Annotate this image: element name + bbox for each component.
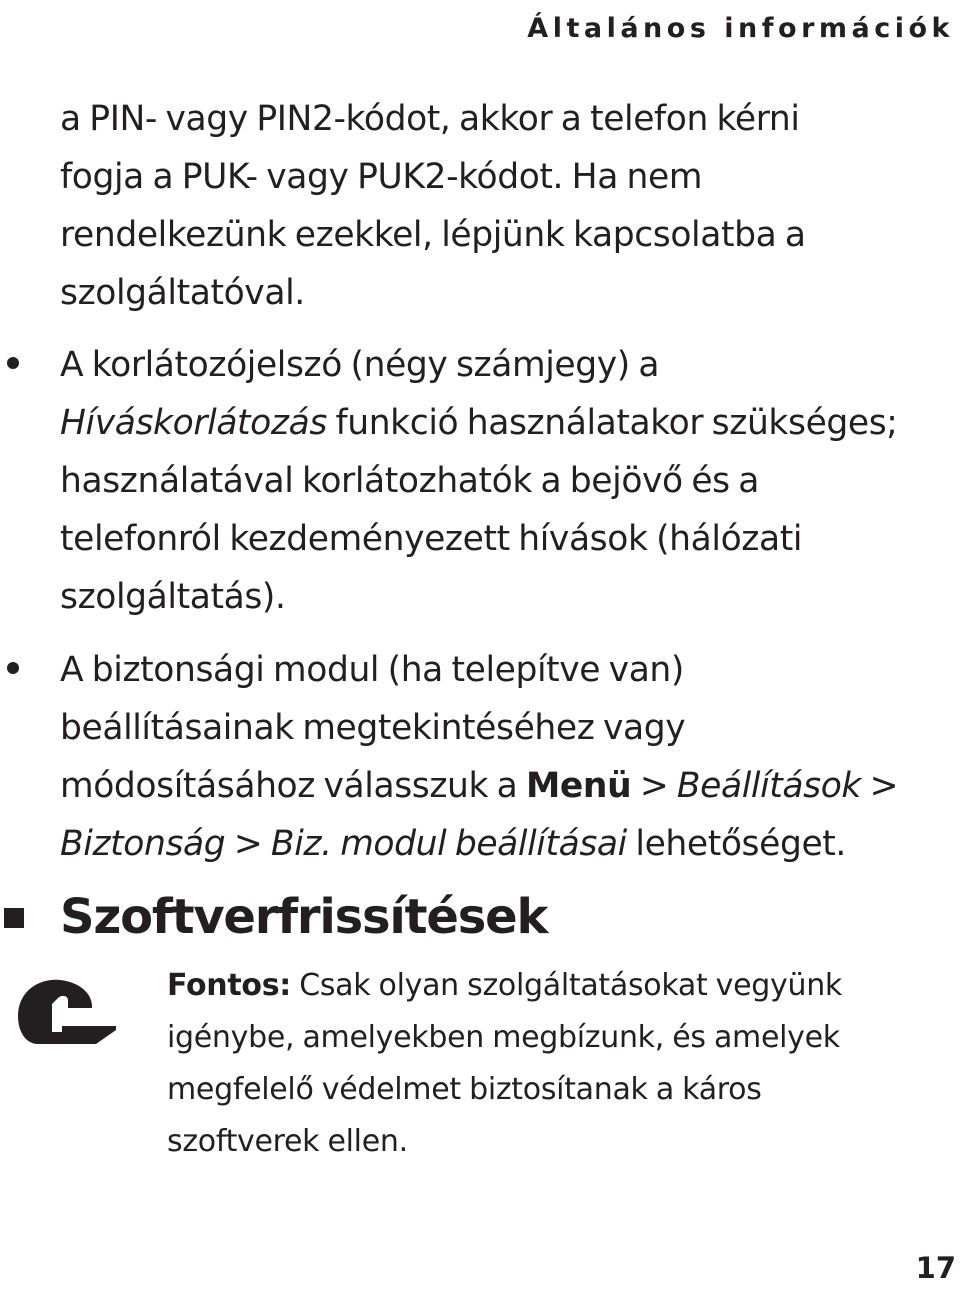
bullet-text: módosításához válasszuk a xyxy=(60,766,526,806)
path-separator: > xyxy=(631,766,677,806)
note-line: igénybe, amelyekben megbízunk, és amelyek xyxy=(167,1020,840,1055)
bullet-dot xyxy=(7,662,19,674)
bullet-line: beállításainak megtekintéséhez vagy xyxy=(60,708,686,748)
module-settings-label: Biz. modul beállításai xyxy=(270,824,627,864)
bullet-line: A biztonsági modul (ha telepítve van) xyxy=(60,650,684,690)
bullet-line xyxy=(60,815,898,873)
note-text: Csak olyan szolgáltatásokat vegyünk xyxy=(290,968,842,1003)
bullet-dot xyxy=(7,357,19,369)
section-heading: Szoftverfrissítések xyxy=(60,889,548,945)
path-separator: > xyxy=(225,824,271,864)
note-line: szoftverek ellen. xyxy=(167,1124,408,1159)
bullet-line xyxy=(60,757,898,815)
intro-line: fogja a PUK- vagy PUK2-kódot. Ha nem xyxy=(60,157,703,197)
bullet-line: telefonról kezdeményezett hívások (hálózati xyxy=(60,519,803,559)
bullet-text: lehetőséget. xyxy=(626,824,846,864)
pointing-hand-icon xyxy=(12,970,122,1050)
note-line: megfelelő védelmet biztosítanak a káros xyxy=(167,1072,762,1107)
intro-paragraph xyxy=(60,90,806,322)
intro-line: rendelkezünk ezekkel, lépjünk kapcsolatba a xyxy=(60,215,806,255)
intro-line: szolgáltatóval. xyxy=(60,273,305,313)
intro-line: a PIN- vagy PIN2-kódot, akkor a telefon kérni xyxy=(60,99,800,139)
bullet-line: használatával korlátozhatók a bejövő és a xyxy=(60,461,760,501)
page-number: 17 xyxy=(915,1251,956,1285)
call-barring-term: Híváskorlátozás xyxy=(60,403,327,443)
bullet-line: szolgáltatás). xyxy=(60,577,286,617)
note-label: Fontos: xyxy=(167,968,291,1003)
path-separator: > xyxy=(861,766,899,806)
bullet-item-call-barring xyxy=(60,336,898,626)
settings-label: Beállítások xyxy=(676,766,862,806)
bullet-line: A korlátozójelszó (négy számjegy) a xyxy=(60,345,660,385)
bullet-line xyxy=(60,394,898,452)
bullet-text: funkció használatakor szükséges; xyxy=(326,403,898,443)
menu-label: Menü xyxy=(525,766,632,806)
bullet-item-security-module xyxy=(60,641,898,873)
note-line xyxy=(167,960,842,1012)
important-note xyxy=(167,960,842,1168)
running-header: Általános információk xyxy=(527,13,954,44)
security-label: Biztonság xyxy=(60,824,226,864)
heading-square-icon xyxy=(4,908,24,928)
